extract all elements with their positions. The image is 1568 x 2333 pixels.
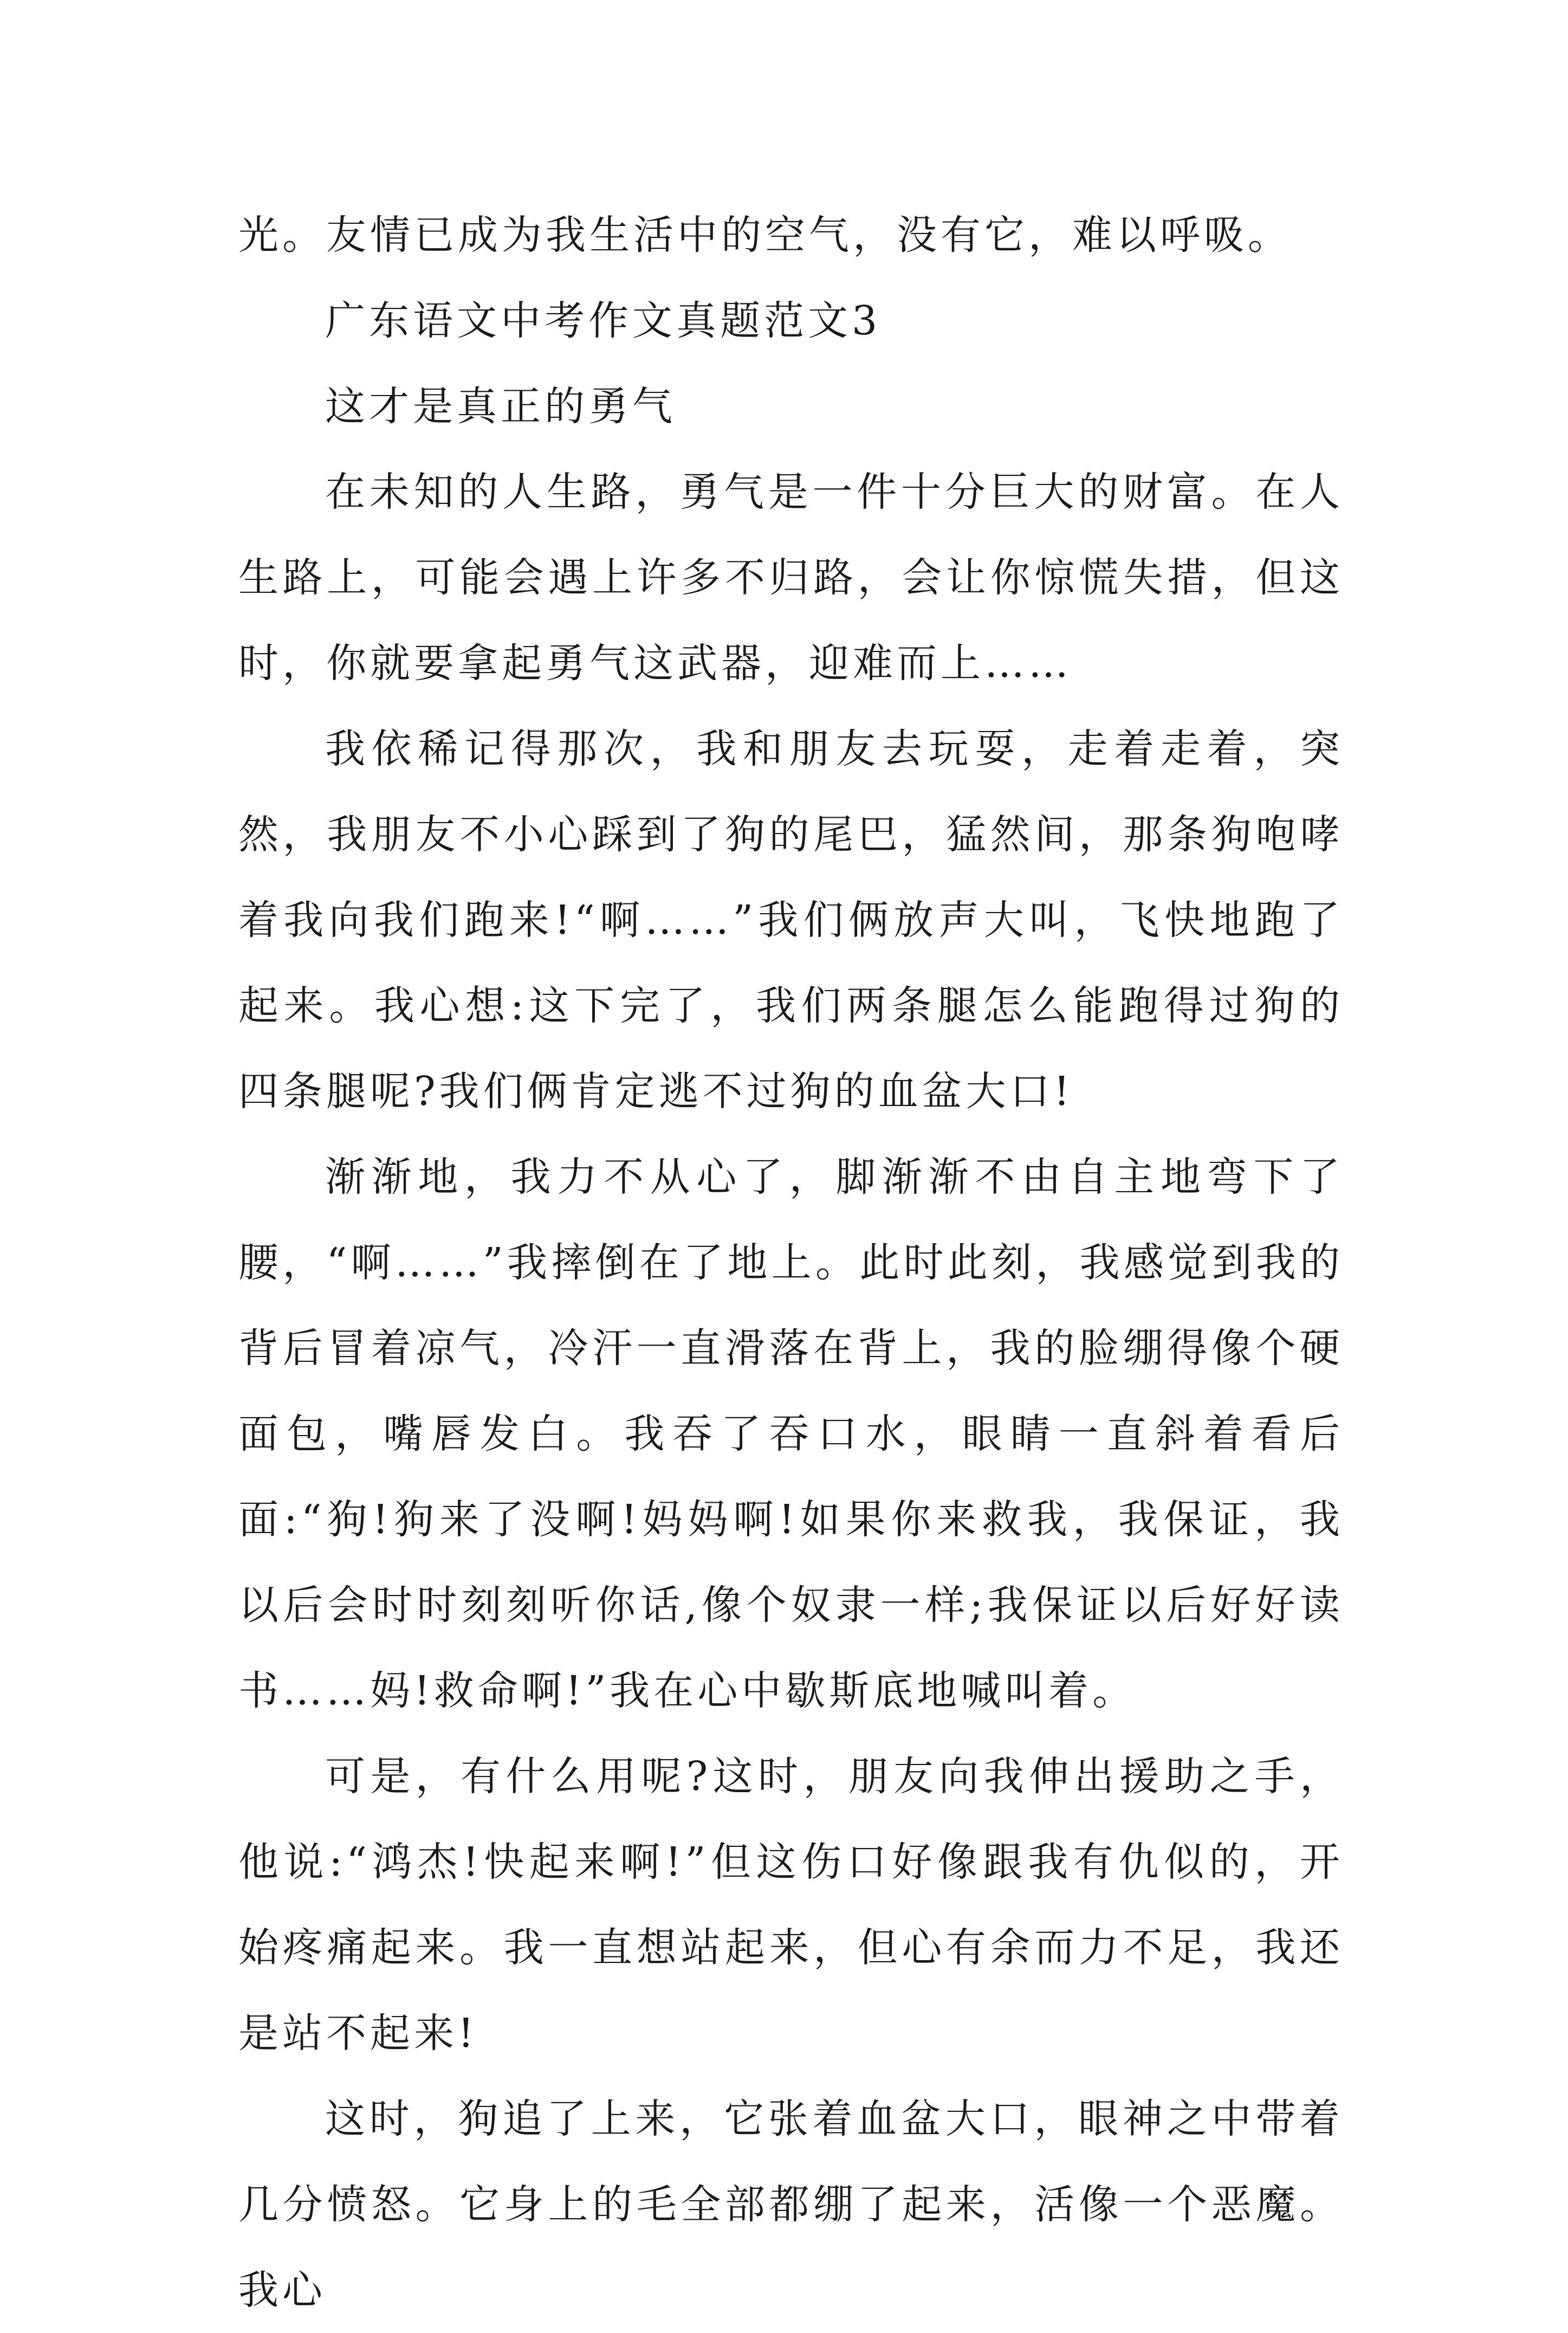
paragraph: 可是，有什么用呢?这时，朋友向我伸出援助之手，他说:“鸿杰!快起来啊!”但这伤口好像跟我有仇似的，开始疼痛起来。我一直想站起来，但心有余而力不足，我还是站不起来! — [238, 1753, 1344, 2057]
paragraph: 这时，狗追了上来，它张着血盆大口，眼神之中带着几分愤怒。它身上的毛全部都绷了起来，活像一个恶魔。我心 — [238, 2096, 1344, 2313]
essay-title: 这才是真正的勇气 — [325, 383, 676, 430]
essay-heading: 广东语文中考作文真题范文3 — [325, 298, 882, 344]
paragraph-continuation: 光。友情已成为我生活中的空气，没有它，难以呼吸。 — [238, 212, 1292, 258]
paragraph: 我依稀记得那次，我和朋友去玩耍，走着走着，突然，我朋友不小心踩到了狗的尾巴，猛然间，那条狗咆哮着我向我们跑来!“啊……”我们俩放声大叫，飞快地跑了起来。我心想:这下完了，我们两条腿怎么能跑得过狗的四条腿呢?我们俩肯定逃不过狗的血盆大口! — [238, 726, 1344, 1115]
paragraph: 渐渐地，我力不从心了，脚渐渐不由自主地弯下了腰，“啊……”我摔倒在了地上。此时此刻，我感觉到我的背后冒着凉气，冷汗一直滑落在背上，我的脸绷得像个硬面包，嘴唇发白。我吞了吞口水，眼睛一直斜着看后面:“狗!狗来了没啊!妈妈啊!如果你来救我，我保证，我以后会时时刻刻听你话,像个奴隶一样;我保证以后好好读书……妈!救命啊!”我在心中歇斯底地喊叫着。 — [238, 1154, 1344, 1714]
document-body — [238, 192, 1344, 2333]
paragraph: 在未知的人生路，勇气是一件十分巨大的财富。在人生路上，可能会遇上许多不归路，会让你惊慌失措，但这时，你就要拿起勇气这武器，迎难而上…… — [238, 469, 1344, 687]
